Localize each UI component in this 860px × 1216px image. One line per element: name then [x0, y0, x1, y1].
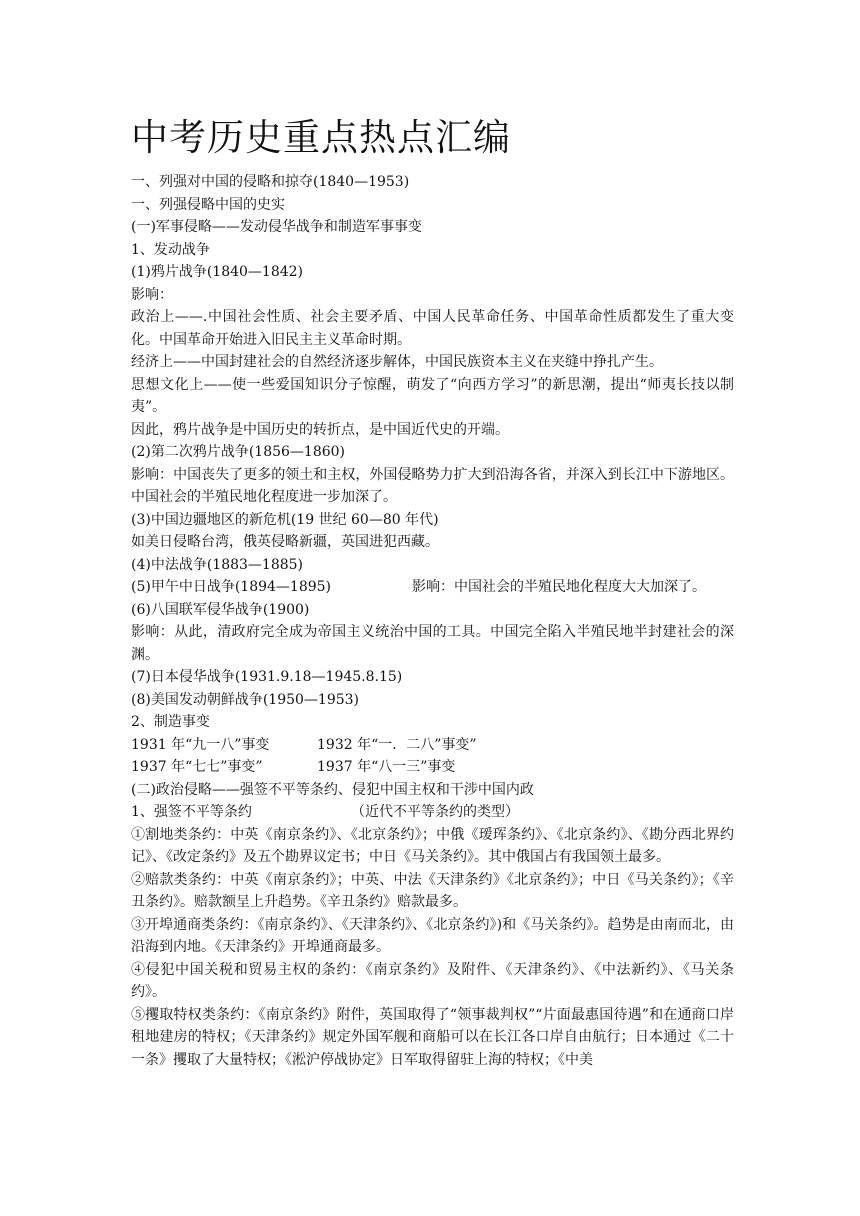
text-line: 1932 年“一．二八”事变” — [317, 736, 477, 753]
text-line: 因此，鸦片战争是中国历史的转折点，是中国近代史的开端。 — [131, 421, 509, 438]
text-line: 1937 年“八一三”事变 — [317, 759, 456, 775]
text-row — [131, 576, 734, 599]
item-heading: 1、发动战争 — [131, 241, 210, 258]
text-line: 1931 年“九一八”事变 — [131, 736, 270, 753]
item-heading: (2)第二次鸦片战争(1856—1860) — [131, 444, 346, 460]
item-heading: (3)中国边疆地区的新危机(19 世纪 60—80 年代) — [131, 511, 439, 528]
item-heading: (1)鸦片战争(1840—1842) — [131, 264, 304, 280]
text-paragraph: ③开埠通商类条约：《南京条约》、《天津条约》、《北京条约》)和《马关条约》。趋势是由南而北，由沿海到内地。《天津条约》开埠通商最多。 — [131, 916, 734, 955]
text-line: 影响：中国社会的半殖民地化程度大大加深了。 — [412, 579, 706, 595]
text-paragraph: ①割地类条约：中英《南京条约》、《北京条约》；中俄《瑷珲条约》、《北京条约》、《勘分西北界约记》、《改定条约》及五个勘界议定书；中日《马关条约》。其中俄国占有我国领土最多。 — [131, 826, 734, 865]
item-heading: (6)八国联军侵华战争(1900) — [131, 601, 310, 618]
section-heading: 一、列强对中国的侵略和掠夺(1840—1953) — [131, 174, 410, 190]
text-paragraph: ②赔款类条约：中英《南京条约》；中英、中法《天津条约》《北京条约》；中日《马关条约》；《辛丑条约》。赔款额呈上升趋势。《辛丑条约》赔款最多。 — [131, 871, 734, 910]
text-paragraph: 思想文化上——使一些爱国知识分子惊醒，萌发了“向西方学习”的新思潮，提出“师夷长技以制夷”。 — [131, 376, 734, 415]
text-line: 影响： — [131, 286, 173, 303]
subsection-heading: (一)军事侵略——发动侵华战争和制造军事事变 — [131, 219, 422, 235]
item-heading: (5)甲午中日战争(1894—1895) — [131, 579, 332, 595]
text-paragraph: 政治上——.中国社会性质、社会主要矛盾、中国人民革命任务、中国革命性质都发生了重大变化。中国革命开始进入旧民主主义革命时期。 — [131, 309, 734, 348]
item-heading: 1、强签不平等条约 — [131, 804, 252, 820]
text-line: 经济上——中国封建社会的自然经济逐步解体，中国民族资本主义在夹缝中挣扎产生。 — [131, 354, 663, 370]
text-paragraph: 影响：从此，清政府完全成为帝国主义统治中国的工具。中国完全陷入半殖民地半封建社会的深渊。 — [131, 624, 734, 663]
text-line: 如美日侵略台湾，俄英侵略新疆，英国进犯西藏。 — [131, 534, 439, 550]
item-heading: (4)中法战争(1883—1885) — [131, 556, 304, 573]
subsection-heading: 一、列强侵略中国的史实 — [131, 196, 285, 213]
text-row — [131, 756, 734, 779]
document-body — [131, 171, 734, 1071]
text-paragraph: ④侵犯中国关税和贸易主权的条约：《南京条约》及附件、《天津条约》、《中法新约》、《马关条约》。 — [131, 961, 734, 1000]
text-paragraph: 影响：中国丧失了更多的领土和主权，外国侵略势力扩大到沿海各省，并深入到长江中下游地区。中国社会的半殖民地化程度进一步加深了。 — [131, 466, 734, 505]
subsection-heading: (二)政治侵略——强签不平等条约、侵犯中国主权和干涉中国内政 — [131, 781, 534, 798]
document-title: 中考历史重点热点汇编 — [131, 116, 511, 159]
text-paragraph: ⑤攫取特权类条约：《南京条约》附件，英国取得了“领事裁判权”“片面最惠国待遇”和在通商口岸租地建房的特权；《天津条约》规定外国军舰和商船可以在长江各口岸自由航行；日本通过《二十一条》攫取了大量特权；《淞沪停战协定》日军取得留驻上海的特权；《中美 — [131, 1006, 734, 1068]
text-line: 1937 年“七七”事变” — [131, 759, 263, 775]
text-row — [131, 801, 734, 824]
item-heading: (8)美国发动朝鲜战争(1950—1953) — [131, 691, 360, 708]
item-heading: 2、制造事变 — [131, 714, 210, 730]
text-row — [131, 734, 734, 757]
item-heading: (7)日本侵华战争(1931.9.18—1945.8.15) — [131, 669, 403, 685]
text-line: （近代不平等条约的类型） — [351, 804, 519, 820]
